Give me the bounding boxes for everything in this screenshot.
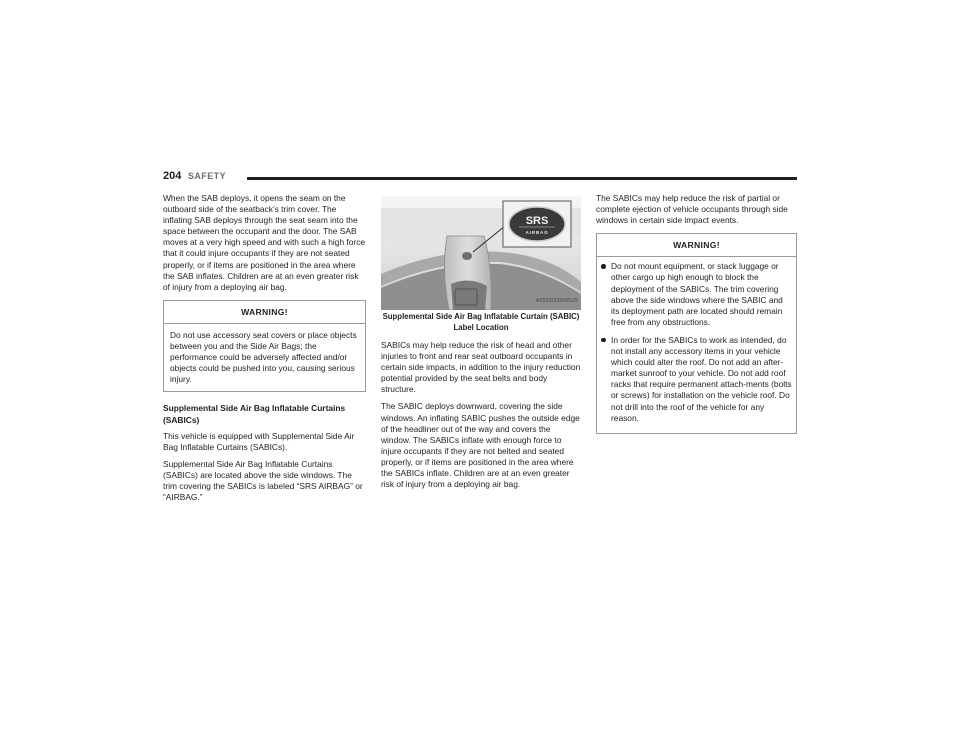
warning-text: Do not use accessory seat covers or place objects between you and the Side Air Bags; the performance could be adversely affected and/or objects could be pushed into you, causing serious injury. xyxy=(170,329,357,385)
section-title: SAFETY xyxy=(188,171,226,181)
column-3 xyxy=(596,193,797,445)
sabic-reduce-paragraph: SABICs may help reduce the risk of head and other injuries to front and rear seat outboard occupants in certain side impacts, in addition to the injury reduction potential provided by the seat belts and body structure. xyxy=(381,340,581,395)
warning-list xyxy=(597,257,796,432)
srs-label-text: SRS xyxy=(525,215,549,227)
bullet-icon xyxy=(601,338,606,343)
warning-item-text: Do not mount equipment, or stack luggage or other cargo up high enough to block the deployment of the SABICs. The trim covering above the side windows where the SABIC and its deployment path are located should remain free from any obstructions. xyxy=(611,261,783,327)
warning-item xyxy=(601,335,792,424)
warning-box-sab xyxy=(163,300,366,393)
sabic-subheading: Supplemental Side Air Bag Inflatable Curtains (SABICs) xyxy=(163,403,346,425)
airbag-label-text: AIRBAG xyxy=(525,230,549,235)
sabic-equipped-paragraph: This vehicle is equipped with Supplemental Side Air Bag Inflatable Curtains (SABICs). xyxy=(163,430,355,452)
header-rule xyxy=(247,177,797,180)
figure-id: A0503000935US xyxy=(535,297,578,304)
figure-caption: Supplemental Side Air Bag Inflatable Curtain (SABIC) Label Location xyxy=(382,312,580,332)
column-2 xyxy=(381,196,581,496)
warning-item xyxy=(601,261,792,328)
column-1 xyxy=(163,193,366,509)
sab-deploy-paragraph: When the SAB deploys, it opens the seam on the outboard side of the seatback’s trim cover. The inflating SAB deploys through the seat seam into the space between the occupant and the door. The SAB moves at a very high speed and with such a high force that it could injure occupants if they are not seated properly, or if items are positioned in the area where the SAB inflates. Children are at an even greater risk of injury from a deploying air bag. xyxy=(163,193,366,292)
page-number: 204 xyxy=(163,170,182,182)
warning-title: WARNING! xyxy=(164,301,365,324)
sabic-location-paragraph: Supplemental Side Air Bag Inflatable Curtains (SABICs) are located above the side windows. The trim covering the SABICs is labeled “SRS AIRBAG” or “AIRBAG.” xyxy=(163,458,363,503)
warning-title: WARNING! xyxy=(597,234,796,257)
sabic-label-figure xyxy=(381,196,581,310)
bullet-icon xyxy=(601,264,606,269)
sabic-deploy-paragraph: The SABIC deploys downward, covering the side windows. An inflating SABIC pushes the outside edge of the headliner out of the way and covers the window. The SABICs inflate with enough force to injure occupants if they are not belted and seated properly, or if items are positioned in the area where the SABICs inflate. Children are at an even greater risk of injury from a deploying air bag. xyxy=(381,401,580,490)
page-header xyxy=(163,168,797,184)
warning-item-text: In order for the SABICs to work as intended, do not install any accessory items in your vehicle which could alter the roof. Do not add an after-market sunroof to your vehicle. Do not add roof racks that require permanent attach-ments (bolts or screws) for installation on the vehicle roof. Do not drill into the roof of the vehicle for any reason. xyxy=(611,334,792,423)
sabic-ejection-paragraph: The SABICs may help reduce the risk of partial or complete ejection of vehicle occupants through side windows in certain side impact events. xyxy=(596,193,788,226)
warning-box-sabic xyxy=(596,233,797,433)
pillar-illustration xyxy=(381,196,581,310)
label-location-marker xyxy=(462,252,472,260)
